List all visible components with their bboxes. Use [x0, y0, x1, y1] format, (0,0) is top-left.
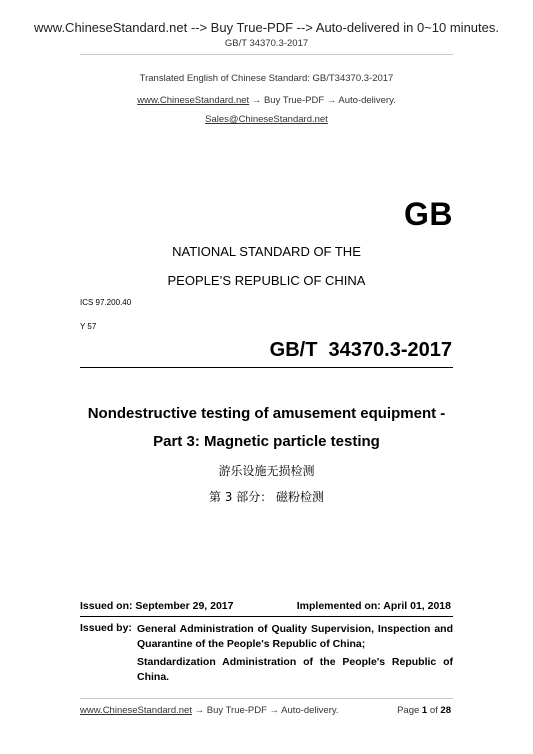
page-of: of — [429, 705, 438, 716]
national-standard-line: NATIONAL STANDARD OF THE — [172, 244, 361, 259]
issuing-authority-1: General Administration of Quality Supervision, Inspection and Quarantine of the People's Republic of China; — [137, 623, 453, 650]
title-english-line2: Part 3: Magnetic particle testing — [153, 433, 380, 450]
title-divider — [80, 367, 453, 368]
site-link[interactable]: www.ChineseStandard.net — [137, 95, 250, 106]
title-chinese-line1: 游乐设施无损检测 — [218, 464, 315, 478]
implemented-on: Implemented on: April 01, 2018 — [296, 600, 451, 612]
standard-number: GB/T 34370.3-2017 — [269, 339, 452, 361]
republic-line: PEOPLE’S REPUBLIC OF CHINA — [167, 273, 366, 288]
page-indicator — [397, 705, 451, 716]
ccs-code: Y 57 — [80, 322, 97, 331]
page-label: Page — [397, 705, 420, 716]
gb-mark: GB — [404, 196, 453, 232]
ics-code: ICS 97.200.40 — [80, 298, 132, 307]
title-chinese-line2: 第 3 部分： 磁粉检测 — [208, 490, 325, 504]
issue-divider — [80, 616, 453, 617]
intro-delivery-line — [0, 95, 533, 106]
translated-note: Translated English of Chinese Standard: GB/T34370.3-2017 — [139, 73, 394, 84]
email-line — [0, 114, 533, 125]
page-header-standard-number: GB/T 34370.3-2017 — [224, 38, 309, 49]
page-total: 28 — [440, 705, 451, 716]
footer-divider — [80, 698, 453, 699]
delivery-text: → Buy True-PDF → Auto-delivery. — [249, 95, 396, 106]
header-divider — [80, 54, 453, 55]
footer-delivery-line — [80, 705, 339, 716]
issued-by-block — [137, 622, 453, 688]
title-english-line1: Nondestructive testing of amusement equipment - — [87, 405, 446, 422]
issued-on: Issued on: September 29, 2017 — [80, 600, 234, 612]
email-link[interactable]: Sales@ChineseStandard.net — [205, 114, 328, 125]
footer-delivery-text: → Buy True-PDF → Auto-delivery. — [191, 705, 339, 716]
footer-site-link[interactable]: www.ChineseStandard.net — [80, 705, 192, 716]
issued-by-label: Issued by: — [80, 622, 132, 634]
issuing-authority-2: Standardization Administration of the People's Republic of China. — [137, 656, 453, 683]
page-current: 1 — [421, 705, 428, 716]
page-header-line: www.ChineseStandard.net --> Buy True-PDF --> Auto-delivered in 0~10 minutes. — [34, 20, 499, 35]
